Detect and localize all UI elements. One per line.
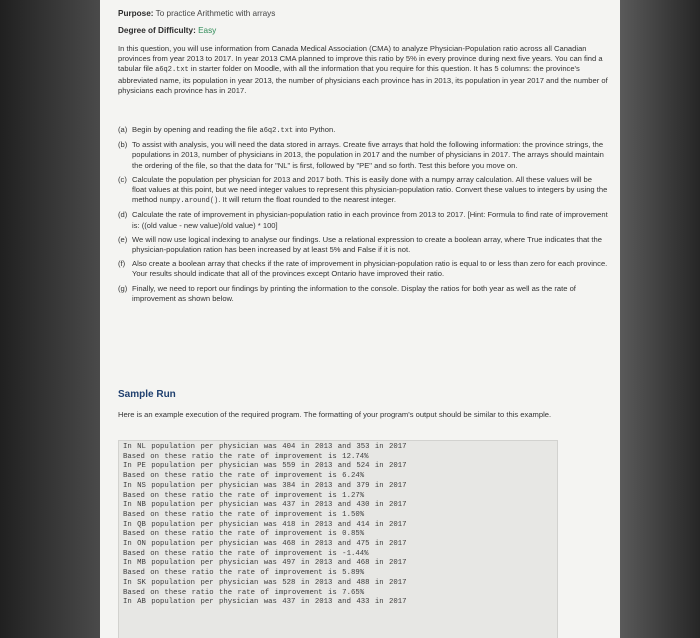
- purpose-label: Purpose:: [118, 9, 154, 18]
- console-line: In AB population per physician was 437 in 2013 and 433 in 2017: [123, 598, 407, 607]
- intro-text-1: In this question, you will use information from Canada Medical Association (CMA) to analyze Physician-Population ratio across all Canadian provinces from year 2013 to 2017. In year 2013 CMA planned to improve this ratio by 5% in every province during next five years. You can find a tabular file: [118, 44, 603, 74]
- task-item-label: (f): [118, 259, 126, 269]
- document-page: [100, 0, 620, 638]
- purpose-value: To practice Arithmetic with arrays: [155, 9, 276, 18]
- task-list: [118, 125, 608, 304]
- purpose-line: [118, 9, 275, 18]
- task-item-label: (d): [118, 210, 128, 220]
- task-item: [118, 235, 608, 255]
- task-item: [118, 259, 608, 279]
- task-item-text-end: into Python.: [293, 125, 336, 134]
- console-line: Based on these ratio the rate of improvement is 6.24%: [123, 472, 365, 481]
- task-item: [118, 210, 608, 230]
- console-line: In SK population per physician was 528 in 2013 and 488 in 2017: [123, 578, 407, 587]
- task-item-text: Begin by opening and reading the file: [132, 125, 260, 134]
- console-line: Based on these ratio the rate of improvement is 1.50%: [123, 510, 365, 519]
- task-item: [118, 125, 608, 136]
- console-line: Based on these ratio the rate of improvement is 0.85%: [123, 530, 365, 539]
- console-line: Based on these ratio the rate of improvement is 12.74%: [123, 452, 369, 461]
- console-output: [118, 440, 558, 638]
- intro-file-name: a6q2.txt: [155, 66, 189, 75]
- console-line: In MB population per physician was 497 in 2013 and 468 in 2017: [123, 559, 407, 568]
- task-item: [118, 175, 608, 207]
- task-item-text: To assist with analysis, you will need the data stored in arrays. Create five arrays that hold the following information: the province strings, the populations in 2013, number of physicians in 2013, the population in 2017 and the number of physicians in 2017. The arrays should maintain the ordering of the file, so that the data for "NL" is first, followed by "PE" and so forth. Test this before you move on.: [132, 140, 604, 170]
- task-item-label: (e): [118, 234, 128, 244]
- task-item: [118, 140, 608, 171]
- sample-run-title: Sample Run: [118, 389, 176, 400]
- task-item-text: Also create a boolean array that checks if the rate of improvement in physician-population ratio is equal to or less than zero for each province. Your results should indicate that all of the provinces except Ontario have improved their ratio.: [132, 259, 608, 279]
- task-item: [118, 284, 608, 304]
- difficulty-value: Easy: [198, 26, 217, 35]
- sample-run-intro: Here is an example execution of the required program. The formatting of your program's output should be similar to this example.: [118, 410, 552, 419]
- question-intro: [118, 44, 608, 96]
- console-line: In NB population per physician was 437 in 2013 and 430 in 2017: [123, 501, 407, 510]
- console-line: In NS population per physician was 384 in 2013 and 379 in 2017: [123, 481, 407, 490]
- task-item-text: We will now use logical indexing to analyse our findings. Use a relational expression to create a boolean array, where True indicates that the physician-population ration has been increased by at least 5% and False if it is not.: [132, 234, 602, 255]
- intro-text-2: in starter folder on Moodle, with all the information that you require for this question. It has 5 columns: the province's abbreviated name, its population in year 2013, the number of physicians each province has in 2013, its population in year 2017 and the number of physicians each province has in 2017.: [118, 64, 608, 95]
- task-item-label: (a): [118, 125, 128, 134]
- console-line: Based on these ratio the rate of improvement is 7.65%: [123, 588, 365, 597]
- task-item-text-end: . It will return the float rounded to the nearest integer.: [218, 195, 396, 205]
- task-item-label: (b): [118, 140, 128, 150]
- console-line: In QB population per physician was 418 in 2013 and 414 in 2017: [123, 520, 407, 529]
- task-item-text: Finally, we need to report our findings by printing the information to the console. Display the ratios for both year as well as the rate of improvement as shown below.: [132, 283, 576, 303]
- background-right: [620, 0, 700, 638]
- task-item-label: (c): [118, 174, 127, 184]
- difficulty-label: Degree of Difficulty:: [118, 26, 196, 35]
- task-item-text: Calculate the rate of improvement in physician-population ratio in each province from 2013 to 2017. [Hint: Formula to find rate of improvement is: ((old value - new value)/old value) * 100]: [132, 210, 608, 230]
- background-left: [0, 0, 100, 638]
- difficulty-line: [118, 26, 216, 35]
- console-line: In NL population per physician was 404 in 2013 and 353 in 2017: [123, 443, 407, 451]
- console-line: In ON population per physician was 468 in 2013 and 475 in 2017: [123, 540, 407, 549]
- console-line: Based on these ratio the rate of improvement is 5.89%: [123, 569, 365, 578]
- task-item-label: (g): [118, 283, 128, 293]
- console-line: Based on these ratio the rate of improvement is 1.27%: [123, 491, 365, 500]
- task-item-text: Calculate the population per physician for 2013 and 2017 both. This is easily done with a numpy array calculation. All these values will be float values at this point, but we need integer values to represent this physician-population ratio. Convert these values to integers by using the method: [132, 174, 608, 205]
- task-item-code: numpy.around(): [159, 197, 219, 206]
- console-line: In PE population per physician was 559 in 2013 and 524 in 2017: [123, 462, 407, 471]
- console-line: Based on these ratio the rate of improvement is -1.44%: [123, 549, 369, 558]
- task-item-code: a6q2.txt: [259, 127, 294, 135]
